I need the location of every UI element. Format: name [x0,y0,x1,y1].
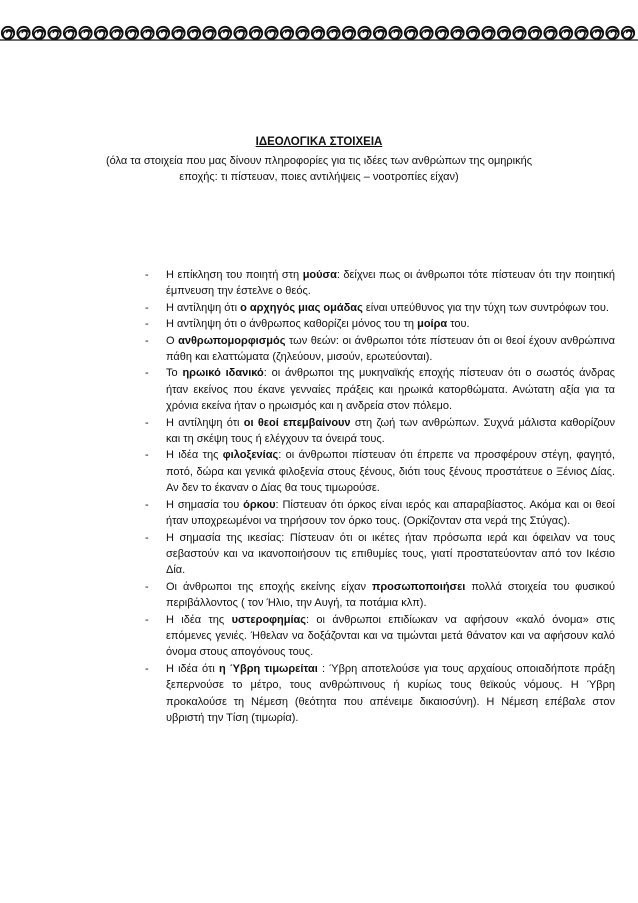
spiral-ornament [250,27,262,39]
spiral-ornament [126,27,138,39]
spiral-ornament [622,27,634,39]
item-text: πολλά στοιχεία του φυσικού περιβάλλοντος ( τον Ήλιο, την Αυγή, τα ποτάμια κλπ). [166,580,615,610]
bullet-dash: - [145,269,149,281]
bullet-dash: - [145,580,149,593]
emphasis-term: οι θεοί επεμβαίνουν [243,416,351,429]
list-item [145,530,615,579]
list-item [145,579,615,612]
spiral-ornament [265,27,277,39]
spiral-ornament [544,27,556,39]
spiral-ornament [327,27,339,39]
spiral-ornament [482,27,494,39]
spiral-ornament [95,27,107,39]
emphasis-term: η Ύβρη τιμωρείται [218,662,318,675]
item-text: Το [166,367,183,380]
emphasis-term: φιλοξενίας [222,449,279,462]
spiral-ornament [203,27,215,39]
bullet-dash: - [145,301,149,314]
item-text: Ο [166,334,179,347]
item-text: : οι άνθρωποι πίστευαν ότι έπρεπε να προσφέρουν στέγη, φαγητό, ποτό, δώρα και γενικά φιλοξενία στους ξένους, διότι τους ξένους προστάτευε ο Ξένιος Δίας. Αν δεν το έκαναν ο Δίας θα τους τιμωρούσε. [166,449,615,495]
spiral-ornament [575,27,587,39]
page-title: ΙΔΕΟΛΟΓΙΚΑ ΣΤΟΙΧΕΙΑ [255,136,383,148]
spiral-ornament [234,27,246,39]
bullet-dash: - [145,416,149,429]
item-text: Η σημασία του [166,498,244,511]
item-text: Η επίκληση του ποιητή στη [166,269,303,281]
list-item [145,300,615,316]
spiral-ornament [2,27,14,39]
list-item [145,661,615,727]
meander-border [0,21,638,47]
emphasis-term: μοίρα [417,318,448,331]
spiral-ornament [420,27,432,39]
item-text: : Πίστευαν ότι όρκος είναι ιερός και απαραβίαστος. Ακόμα και οι θεοί ήταν υποχρεωμένοι να τηρήσουν τον όρκο τους. (Ορκίζονταν στα νερά της Στύγας). [166,498,615,528]
item-text: των θεών: οι άνθρωποι τότε πίστευαν ότι οι θεοί έχουν ανθρώπινα πάθη και ελαττώματα (ζηλεύουν, μισούν, ερωτεύονται). [166,334,615,364]
item-text: Η αντίληψη ότι [166,301,241,314]
emphasis-term: όρκου [243,498,276,511]
spiral-ornament [529,27,541,39]
item-text: Η σημασία της ικεσίας: Πίστευαν ότι οι ικέτες ήταν πρόσωπα ιερά και όφειλαν να τους σεβαστούν και να ικανοποιήσουν τις επιθυμίες τους, γιατί προστατεύονταν από τον Ικέσιο Δία. [166,531,615,577]
spiral-ornament [219,27,231,39]
ideas-list [145,267,615,726]
spiral-ornament [141,27,153,39]
bullet-dash: - [145,334,149,347]
spiral-ornament [48,27,60,39]
spiral-ornament [172,27,184,39]
list-item [145,365,615,414]
list-item [145,447,615,496]
list-item [145,316,615,332]
page-subtitle: (όλα τα στοιχεία που μας δίνουν πληροφορίες για τις ιδέες των ανθρώπων της ομηρικής εποχής: τι πίστευαν, ποιες αντιλήψεις – νοοτροπίες είχαν) [105,155,533,183]
spiral-ornament [64,27,76,39]
item-text: του. [447,318,470,331]
emphasis-term: μούσα [302,269,337,281]
spiral-ornament [606,27,618,39]
spiral-ornament [451,27,463,39]
list-item [145,267,615,300]
bullet-dash: - [145,367,149,380]
spiral-ornament [79,27,91,39]
emphasis-term: προσωποποιήσει [371,580,466,593]
spiral-ornament [374,27,386,39]
item-text: Η ιδέα ότι [166,662,219,675]
spiral-ornament [110,27,122,39]
list-item [145,415,615,448]
item-text: : δείχνει πως οι άνθρωποι τότε πίστευαν ότι την ποιητική έμπνευση την έστελνε ο θεός. [166,269,615,298]
bullet-dash: - [145,498,149,511]
item-text: : Ύβρη αποτελούσε για τους αρχαίους οποιαδήποτε πράξη ξεπερνούσε το μέτρο, τους ανθρώπινους ή κυρίως τους θεϊκούς νόμους. Η Ύβρη προκαλούσε τη Νέμεση (θεότητα που απένειμε δικαιοσύνη). Η Νέμεση επέβαλε στον υβριστή την Τίση (τιμωρία). [166,662,615,724]
spiral-ornament [389,27,401,39]
item-text: είναι υπεύθυνος για την τύχη των συντρόφων του. [362,301,609,314]
list-item [145,612,615,661]
list-item [145,497,615,530]
bullet-dash: - [145,531,149,544]
bullet-dash: - [145,449,149,462]
spiral-ornament [188,27,200,39]
spiral-ornament [405,27,417,39]
bullet-dash: - [145,662,149,675]
spiral-ornament [33,27,45,39]
item-text: : οι άνθρωποι επιδίωκαν να αφήσουν «καλό όνομα» στις επόμενες γενιές. Ήθελαν να δοξάζονται και να τιμώνται μετά θάνατον και να αφήσουν καλό όνομα στους απογόνους τους. [166,613,615,659]
spiral-ornament [157,27,169,39]
bullet-dash: - [145,318,149,331]
item-text: στη ζωή των ανθρώπων. Συχνά μάλιστα καθορίζουν και τη σκέψη τους ή ελέγχουν τα όνειρά τους. [166,416,616,446]
item-text: : οι άνθρωποι της μυκηναϊκής εποχής πίστευαν ότι ο σωστός άνδρας ήταν εκείνος που έκανε γενναίες πράξεις και ηρωικά κατορθώματα. Ανώτατη αξία για τα χρόνια εκείνα ήταν ο ηρωισμός και η ανδρεία στον πόλεμο. [166,367,615,413]
spiral-ornament [513,27,525,39]
spiral-ornament [312,27,324,39]
spiral-ornament [560,27,572,39]
emphasis-term: ανθρωπομορφισμός [178,334,286,347]
bullet-dash: - [145,613,149,626]
spiral-ornament [467,27,479,39]
item-text: Η ιδέα της [166,613,232,626]
item-text: Η ιδέα της [166,449,223,462]
spiral-ornament [17,27,29,39]
spiral-ornament [296,27,308,39]
item-text: Οι άνθρωποι της εποχής εκείνης είχαν [166,580,372,593]
spiral-ornament [591,27,603,39]
item-text: Η αντίληψη ότι [166,416,244,429]
spiral-ornament [498,27,510,39]
emphasis-term: ηρωικό ιδανικό [182,367,264,380]
spiral-ornament [358,27,370,39]
spiral-ornament [281,27,293,39]
emphasis-term: ο αρχηγός μιας ομάδας [240,301,363,314]
emphasis-term: υστεροφημίας [231,613,307,626]
spiral-ornament [343,27,355,39]
item-text: Η αντίληψη ότι ο άνθρωπος καθορίζει μόνος του τη [166,318,418,331]
spiral-ornament [436,27,448,39]
list-item [145,333,615,366]
